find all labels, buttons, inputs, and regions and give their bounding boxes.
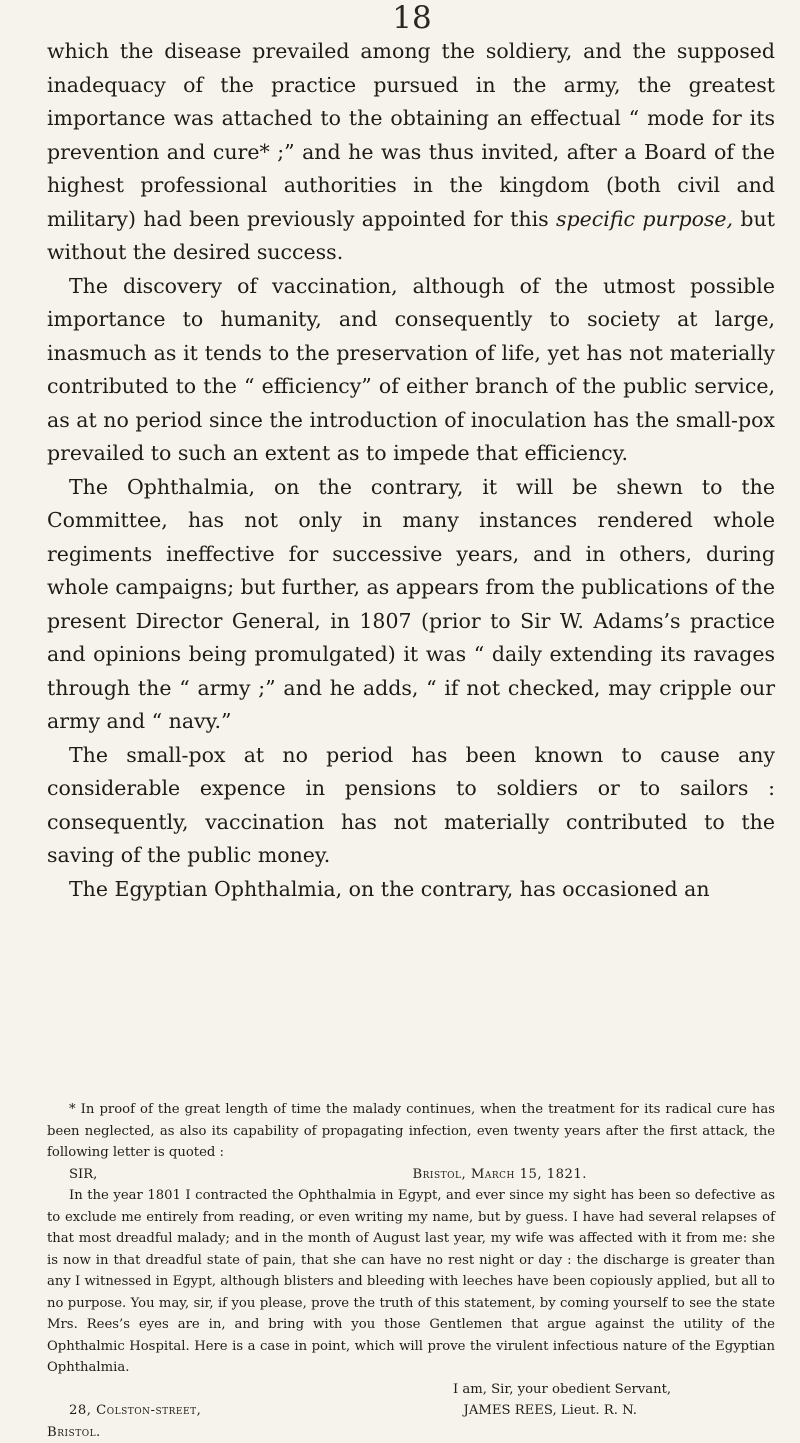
paragraph-1-end: but without the desired success.: [47, 207, 775, 265]
footnote-intro: * In proof of the great length of time the malady continues, when the treatment for its radical cure has been neglected, as also its capability of propagating infection, even twenty years after the first attack, the following letter is quoted :: [47, 1099, 775, 1164]
paragraph-5: The Egyptian Ophthalmia, on the contrary, has occasioned an: [47, 873, 775, 907]
paragraph-1: [47, 35, 775, 270]
paragraph-1-italic: specific purpose,: [556, 207, 733, 231]
paragraph-2: The discovery of vaccination, although of the utmost possible importance to humanity, and consequently to society at large, inasmuch as it tends to the preservation of life, yet has not materially contributed to the “ efficiency” of either branch of the public service, as at no period since the introduction of inoculation has the small-pox prevailed to such an extent as to impede that efficiency.: [47, 270, 775, 471]
main-text: [47, 35, 775, 906]
footnote: [47, 1099, 775, 1443]
letter-salutation: SIR,: [69, 1164, 97, 1186]
letter-signature-row: [47, 1400, 775, 1422]
letter-signature: JAMES REES, Lieut. R. N.: [464, 1400, 775, 1422]
page-number: 18: [12, 0, 800, 36]
paragraph-1-text: which the disease prevailed among the soldiery, and the supposed inadequacy of the practice pursued in the army, the greatest importance was attached to the obtaining an effectual “ mode for its prevention and cure* ;” and he was thus invited, after a Board of the highest professional authorities in the kingdom (both civil and military) had been previously appointed for this: [47, 39, 775, 231]
paragraph-4: The small-pox at no period has been known to cause any considerable expence in pensions to soldiers or to sailors : consequently, vaccination has not materially contributed to the saving of the public money.: [47, 739, 775, 873]
paragraph-3: The Ophthalmia, on the contrary, it will be shewn to the Committee, has not only in many instances rendered whole regiments ineffective for successive years, and in others, during whole campaigns; but further, as appears from the publications of the present Director General, in 1807 (prior to Sir W. Adams’s practice and opinions being promulgated) it was “ daily extending its ravages through the “ army ;” and he adds, “ if not checked, may cripple our army and “ navy.”: [47, 471, 775, 739]
letter-place-date: Bristol, March 15, 1821.: [412, 1164, 775, 1186]
letter-city: Bristol.: [47, 1422, 775, 1443]
letter-address: 28, Colston-street,: [47, 1400, 201, 1422]
letter-heading: [47, 1164, 775, 1186]
letter-body: In the year 1801 I contracted the Ophthalmia in Egypt, and ever since my sight has been so defective as to exclude me entirely from reading, or even writing my name, but by guess. I have had several relapses of that most dreadful malady; and in the month of August last year, my wife was affected with it from me: she is now in that dreadful state of pain, that she can have no rest night or day : the discharge is greater than any I witnessed in Egypt, although blisters and bleeding with leeches have been copiously applied, but all to no purpose. You may, sir, if you please, prove the truth of this statement, by coming yourself to see the state Mrs. Rees’s eyes are in, and bring with you those Gentlemen that argue against the utility of the Ophthalmic Hospital. Here is a case in point, which will prove the virulent infectious nature of the Egyptian Ophthalmia.: [47, 1185, 775, 1379]
letter-closing: I am, Sir, your obedient Servant,: [47, 1379, 775, 1401]
